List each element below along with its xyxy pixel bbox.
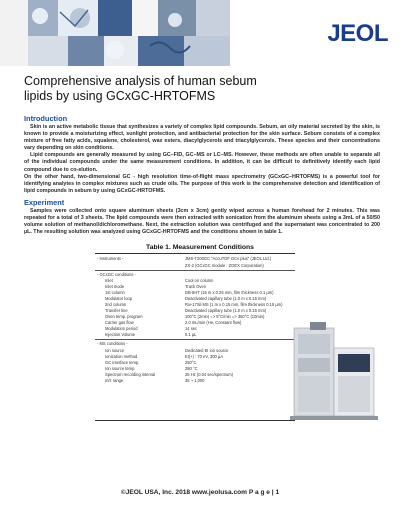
page-title: Comprehensive analysis of human sebum lipids by using GCxGC-HRTOFMS	[24, 74, 257, 103]
table-cell-value: Deactivated capillary tube (1.0 m x 0.15 mm)	[185, 308, 267, 313]
table-cell-key: - Instruments -	[97, 256, 124, 261]
table-cell-value: Rxi-17Sil MS (1 m x 0.15 mm, film thickness 0.15 µm)	[185, 302, 283, 307]
table-divider	[95, 339, 295, 340]
experiment-paragraph: Samples were collected onto square aluminum sheets (3cm x 3cm) gently wiped across a human forehead for 2 minutes. This was repeated for a total of 3 sheets. The lipid compounds were then extracted with sonication from the aluminum sheets using a 3mL of a 50/50 volume solution of methanol/dichloromethane. Next, the extraction solution was centrifuged and the supernatant was concentrated to 200 µL. The resulting solution was analyzed using GCxGC-HRTOFMS and the conditions shown in table 1.	[24, 208, 380, 236]
table-cell-value: 250°C	[185, 360, 197, 365]
table-cell-value: Deactivated capillary tube (1.0 m x 0.15 mm)	[185, 296, 267, 301]
conditions-table	[95, 253, 295, 421]
introduction-heading: Introduction	[24, 114, 68, 123]
table-cell-key: Injection Volume	[105, 332, 136, 337]
table-cell-value: 280 °C	[185, 366, 198, 371]
table-cell-key: - MS conditions -	[97, 341, 128, 346]
table-cell-key: Modulation period	[105, 326, 138, 331]
header-image-strip	[0, 0, 230, 66]
table-cell-key: 2nd column	[105, 302, 127, 307]
table-cell-key: Oven temp. program	[105, 314, 143, 319]
table-cell-key: Ion source temp.	[105, 366, 136, 371]
table-cell-key: Ionization method	[105, 354, 138, 359]
table-cell-key: - GCxGC conditions -	[97, 272, 136, 277]
table-cell-key: Carrier gas flow	[105, 320, 134, 325]
table-cell-key: Spectrum recording interval	[105, 372, 156, 377]
table-cell-value: EI(+) : 70 eV, 300 µA	[185, 354, 224, 359]
table-cell-value: 25 Hz (0.04 sec/spectrum)	[185, 372, 234, 377]
table-cell-value: 0.1 µL	[185, 332, 197, 337]
table-caption: Table 1. Measurement Conditions	[146, 244, 254, 251]
table-cell-value: JMS-T200GC "AccuTOF GCv plus" (JEOL Ltd.)	[185, 256, 272, 261]
intro-paragraph-3: On the other hand, two-dimensional GC - high resolution time-of-flight mass spectrometry (GCxGC–HRTOFMS) is a powerful tool for identifying analytes in complex mixtures such as crude oils. The purpose of this work is the comprehensive detection and identification of lipid compounds in sebum by using GCxGC-HRTOFMS.	[24, 173, 380, 194]
table-cell-value: 14 sec	[185, 326, 198, 331]
experiment-heading: Experiment	[24, 198, 65, 207]
table-divider	[95, 270, 295, 271]
table-cell-value: ZX-2 (GCxGC module : ZOEX Corporation)	[185, 263, 264, 268]
table-cell-key: Ion source	[105, 348, 125, 353]
table-cell-value: 100°C (2min) => 5°C/min => 360°C (10min)	[185, 314, 265, 319]
table-cell-key: Inlet	[105, 278, 113, 283]
instrument-image	[290, 318, 378, 424]
table-cell-key: m/z range	[105, 378, 124, 383]
table-cell-value: 2.0 mL/min (He, Constant flow)	[185, 320, 242, 325]
logo-area	[230, 0, 400, 66]
introduction-body	[24, 124, 380, 195]
table-cell-value: Track Oven	[185, 284, 207, 289]
table-cell-key: 1st column	[105, 290, 125, 295]
table-cell-value: Cool on column	[185, 278, 214, 283]
intro-paragraph-1: Skin is an active metabolic tissue that synthesizes a variety of complex lipid compounds. Sebum, an oily material secreted by the skin, is known to provide a moisturizing effect, sunlight protection, and antibacterial protection for the skin surface. Sebum consists of a complex mixture of free fatty acids, squalene, cholesterol, wax esters, diacylglycerols and triacylglycerols. These species and their concentrations vary depending on skin conditions.	[24, 124, 380, 152]
intro-paragraph-2: Lipid compounds are generally measured by using GC–FID, GC–MS or LC–MS. However, these methods are often unable to separate all of the individual compounds under the same measurement conditions. In addition, it can be difficult to definitively identify each lipid compound due to co-elution.	[24, 152, 380, 173]
header-banner	[0, 0, 400, 66]
table-cell-value: DB-5HT (15 m x 0.25 mm, film thickness 0.1 µm)	[185, 290, 274, 295]
table-cell-key: Transfer line	[105, 308, 128, 313]
table-cell-key: Modulator loop	[105, 296, 133, 301]
table-cell-value: Dedicated EI ion source	[185, 348, 229, 353]
jeol-logo: JEOL	[327, 20, 388, 47]
table-cell-key: Inlet mode	[105, 284, 125, 289]
table-cell-key: GC interface temp.	[105, 360, 140, 365]
experiment-body	[24, 208, 380, 236]
table-cell-value: 35 ~ 1,000	[185, 378, 205, 383]
footer: ©JEOL USA, Inc. 2018 www.jeolusa.com P a g e | 1	[120, 489, 280, 496]
